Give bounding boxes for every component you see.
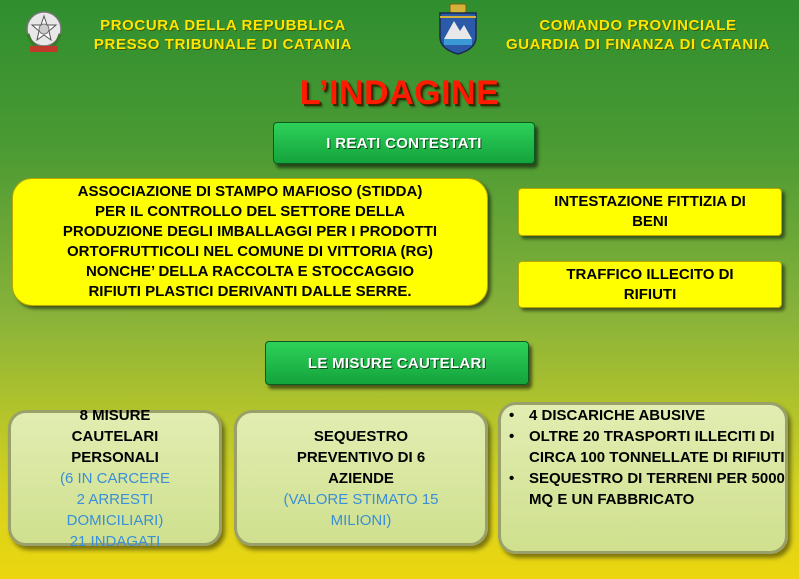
reato-line: PRODUZIONE DEGLI IMBALLAGGI PER I PRODOTTI [62,223,438,240]
sequestro-detail-line1: (VALORE STIMATO 15 [283,491,439,508]
personali-title-line1: 8 MISURE [79,407,151,424]
bullet-item: • 4 DISCARICHE ABUSIVE [501,405,785,426]
personali-detail-line3: DOMICILIARI) [66,512,164,529]
reato-line: ASSOCIAZIONE DI STAMPO MAFIOSO (STIDDA) [77,183,423,200]
reato-line: PER IL CONTROLLO DEL SETTORE DELLA [94,203,406,220]
italian-republic-emblem-icon [22,8,66,54]
misure-personali-box [8,407,222,550]
procura-line1: PROCURA DELLA REPUBBLICA [100,17,346,34]
bullet-item: • OLTRE 20 TRASPORTI ILLECITI DI CIRCA 100 TONNELLATE DI RIFIUTI [501,426,785,468]
discariche-box [498,402,788,554]
procura-line2: PRESSO TRIBUNALE DI CATANIA [93,36,353,53]
gdf-line2: GUARDIA DI FINANZA DI CATANIA [505,36,771,53]
guardia-di-finanza-crest-icon [436,3,480,55]
sequestro-detail-line2: MILIONI) [330,512,392,529]
sequestro-title-line3: AZIENDE [328,470,394,487]
reati-contestati-heading: I REATI CONTESTATI [273,122,535,164]
sequestro-title-line1: SEQUESTRO [313,428,409,445]
reato-line: NONCHE’ DELLA RACCOLTA E STOCCAGGIO [85,263,415,280]
associazione-mafiosa-box [12,178,488,306]
bullet-item: • SEQUESTRO DI TERRENI PER 5000 MQ E UN FABBRICATO [501,468,785,510]
intestazione-line1: INTESTAZIONE FITTIZIA DI [554,193,746,210]
misure-cautelari-heading: LE MISURE CAUTELARI [265,341,529,385]
gdf-header [488,16,788,54]
personali-detail-line2: 2 ARRESTI [76,491,154,508]
personali-title-line3: PERSONALI [71,449,159,466]
page-title: L’INDAGINE [299,74,500,112]
sequestro-title-line2: PREVENTIVO DI 6 [296,449,426,466]
traffico-illecito-box [518,261,782,308]
procura-header [78,16,368,54]
personali-detail-line4: 21 INDAGATI [69,533,161,550]
traffico-line1: TRAFFICO ILLECITO DI [566,265,734,283]
reato-line: RIFIUTI PLASTICI DERIVANTI DALLE SERRE. [88,283,412,300]
intestazione-line2: BENI [632,213,668,230]
gdf-line1: COMANDO PROVINCIALE [539,17,737,34]
reato-line: ORTOFRUTTICOLI NEL COMUNE DI VITTORIA (RG) [66,243,434,260]
personali-detail-line1: (6 IN CARCERE [59,470,171,487]
traffico-line2: RIFIUTI [623,285,677,303]
personali-title-line2: CAUTELARI [71,428,159,445]
sequestro-aziende-box [234,410,488,546]
intestazione-fittizia-box [518,188,782,236]
